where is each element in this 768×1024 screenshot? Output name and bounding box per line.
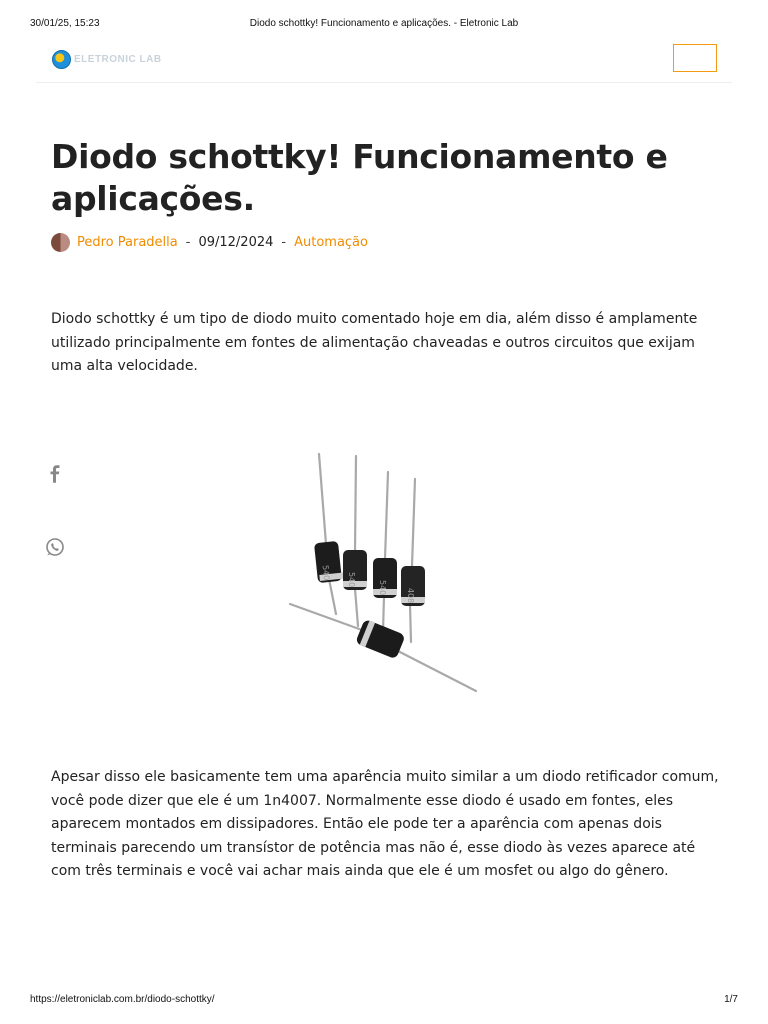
svg-text:540: 540: [378, 580, 387, 596]
print-url: https://eletroniclab.com.br/diodo-schottky/: [30, 994, 215, 1005]
article-title: Diodo schottky! Funcionamento e aplicações.: [51, 137, 668, 218]
meta-separator: -: [185, 234, 191, 250]
diode-photo: [100, 404, 670, 744]
whatsapp-icon: [45, 537, 65, 557]
category-link[interactable]: Automação: [294, 234, 368, 250]
meta-separator: -: [281, 234, 287, 250]
share-facebook-button[interactable]: [44, 463, 66, 485]
share-whatsapp-button[interactable]: [44, 536, 66, 558]
site-header: [36, 40, 732, 83]
author-link[interactable]: Pedro Paradella: [77, 234, 178, 250]
print-page-number: 1/7: [724, 994, 738, 1005]
print-document-title: Diodo schottky! Funcionamento e aplicações. - Eletronic Lab: [249, 18, 519, 29]
logo-text: ELETRONIC LAB: [74, 53, 162, 65]
menu-button[interactable]: [673, 44, 717, 72]
svg-text:540: 540: [347, 572, 356, 588]
author-avatar: [51, 233, 70, 252]
logo-icon: [52, 50, 71, 69]
site-logo[interactable]: [52, 49, 162, 69]
publish-date: 09/12/2024: [198, 234, 274, 250]
diodes-illustration: [100, 404, 670, 744]
svg-text:408: 408: [406, 588, 415, 604]
article-paragraph: Apesar disso ele basicamente tem uma aparência muito similar a um diodo retificador comum, você pode dizer que ele é um 1n4007. Normalmente esse diodo é usado em fontes, eles aparecem montados em dissipadores. Então ele pode ter a aparência com apenas dois terminais parecendo um transístor de potência mas não é, esse diodo às vezes aparece até com três terminais e você vai achar mais ainda que ele é um mosfet ou algo do gênero.: [51, 769, 719, 879]
facebook-icon: [49, 465, 61, 483]
svg-text:540: 540: [320, 564, 332, 581]
article-meta: [51, 232, 368, 252]
print-datetime: 30/01/25, 15:23: [30, 18, 100, 29]
article-paragraph: Diodo schottky é um tipo de diodo muito comentado hoje em dia, além disso é amplamente utilizado principalmente em fontes de alimentação chaveadas e outros circuitos que exijam uma alta velocidade.: [51, 311, 698, 374]
